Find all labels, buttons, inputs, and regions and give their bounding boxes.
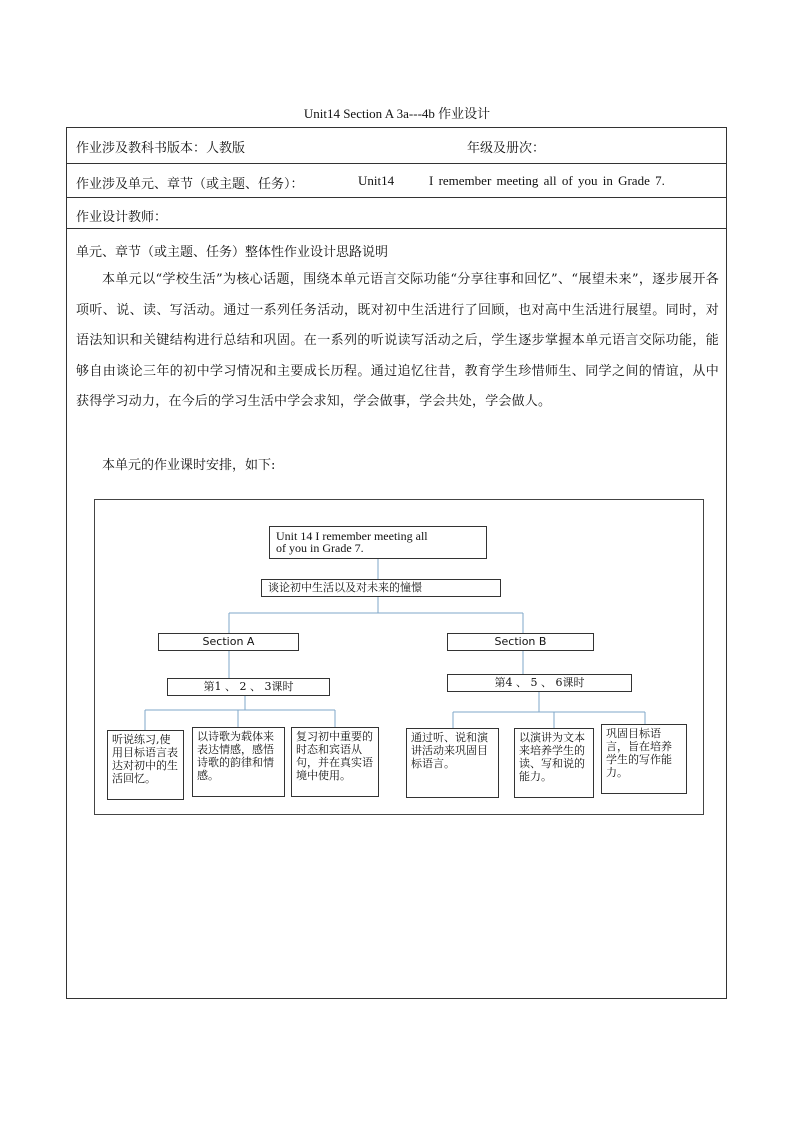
assignment-form bbox=[66, 127, 727, 999]
document-title: Unit14 Section A 3a---4b 作业设计 bbox=[303, 106, 491, 121]
unit-label: 作业涉及单元、章节（或主题、任务）： bbox=[76, 177, 304, 192]
leaf-box-4: 通过听、说和演讲活动来巩固目标语言。 bbox=[406, 728, 499, 798]
lesson-structure-diagram bbox=[94, 499, 704, 815]
lessons-a-box: 第1 、 2 、 3课时 bbox=[167, 678, 330, 696]
textbook-label: 作业涉及教科书版本：人教版 bbox=[76, 141, 246, 156]
design-paragraph: 本单元以“学校生活”为核心话题，围绕本单元语言交际功能“分享往事和回忆”、“展望未来”，逐步展开各项听、说、读、写活动。通过一系列任务活动，既对初中生活进行了回顾，也对高中生活进行展望。同时，对语法知识和关键结构进行总结和巩固。在一系列的听说读写活动之后，学生逐步掌握本单元语言交际功能，能够自由谈论三年的初中学习情况和主要成长历程。通过追忆往昔，教育学生珍惜师生、同学之间的情谊，从中获得学习动力，在今后的学习生活中学会求知，学会做事，学会共处，学会做人。 bbox=[76, 272, 719, 409]
diagram-topic-box: 谈论初中生活以及对未来的憧憬 bbox=[261, 579, 501, 597]
leaf-box-2: 以诗歌为载体来表达情感，感悟诗歌的韵律和情感。 bbox=[192, 727, 285, 797]
leaf-box-5: 以演讲为文本来培养学生的读、写和说的能力。 bbox=[514, 728, 594, 798]
leaf-box-6: 巩固目标语言，旨在培养学生的写作能力。 bbox=[601, 724, 687, 794]
root-line-1: Unit 14 I remember meeting all bbox=[276, 529, 428, 543]
form-row-teacher bbox=[67, 198, 726, 229]
form-row-textbook bbox=[67, 128, 726, 164]
section-b-box: Section B bbox=[447, 633, 594, 651]
form-row-unit bbox=[67, 164, 726, 198]
teacher-label: 作业设计教师： bbox=[76, 210, 168, 225]
section-a-box: Section A bbox=[158, 633, 299, 651]
grade-label: 年级及册次： bbox=[467, 141, 546, 156]
leaf-box-3: 复习初中重要的时态和宾语从句，并在真实语境中使用。 bbox=[291, 727, 379, 797]
root-line-2: of you in Grade 7. bbox=[276, 541, 364, 555]
section-heading: 单元、章节（或主题、任务）整体性作业设计思路说明 bbox=[76, 245, 389, 260]
unit-name: Unit14 bbox=[358, 173, 395, 188]
diagram-root-box bbox=[269, 526, 487, 559]
lessons-b-box: 第4 、 5 、 6课时 bbox=[447, 674, 632, 692]
schedule-intro: 本单元的作业课时安排，如下: bbox=[102, 458, 276, 473]
leaf-box-1: 听说练习,使用目标语言表达对初中的生活回忆。 bbox=[107, 730, 184, 800]
unit-title: I remember meeting all of you in Grade 7. bbox=[429, 173, 665, 188]
